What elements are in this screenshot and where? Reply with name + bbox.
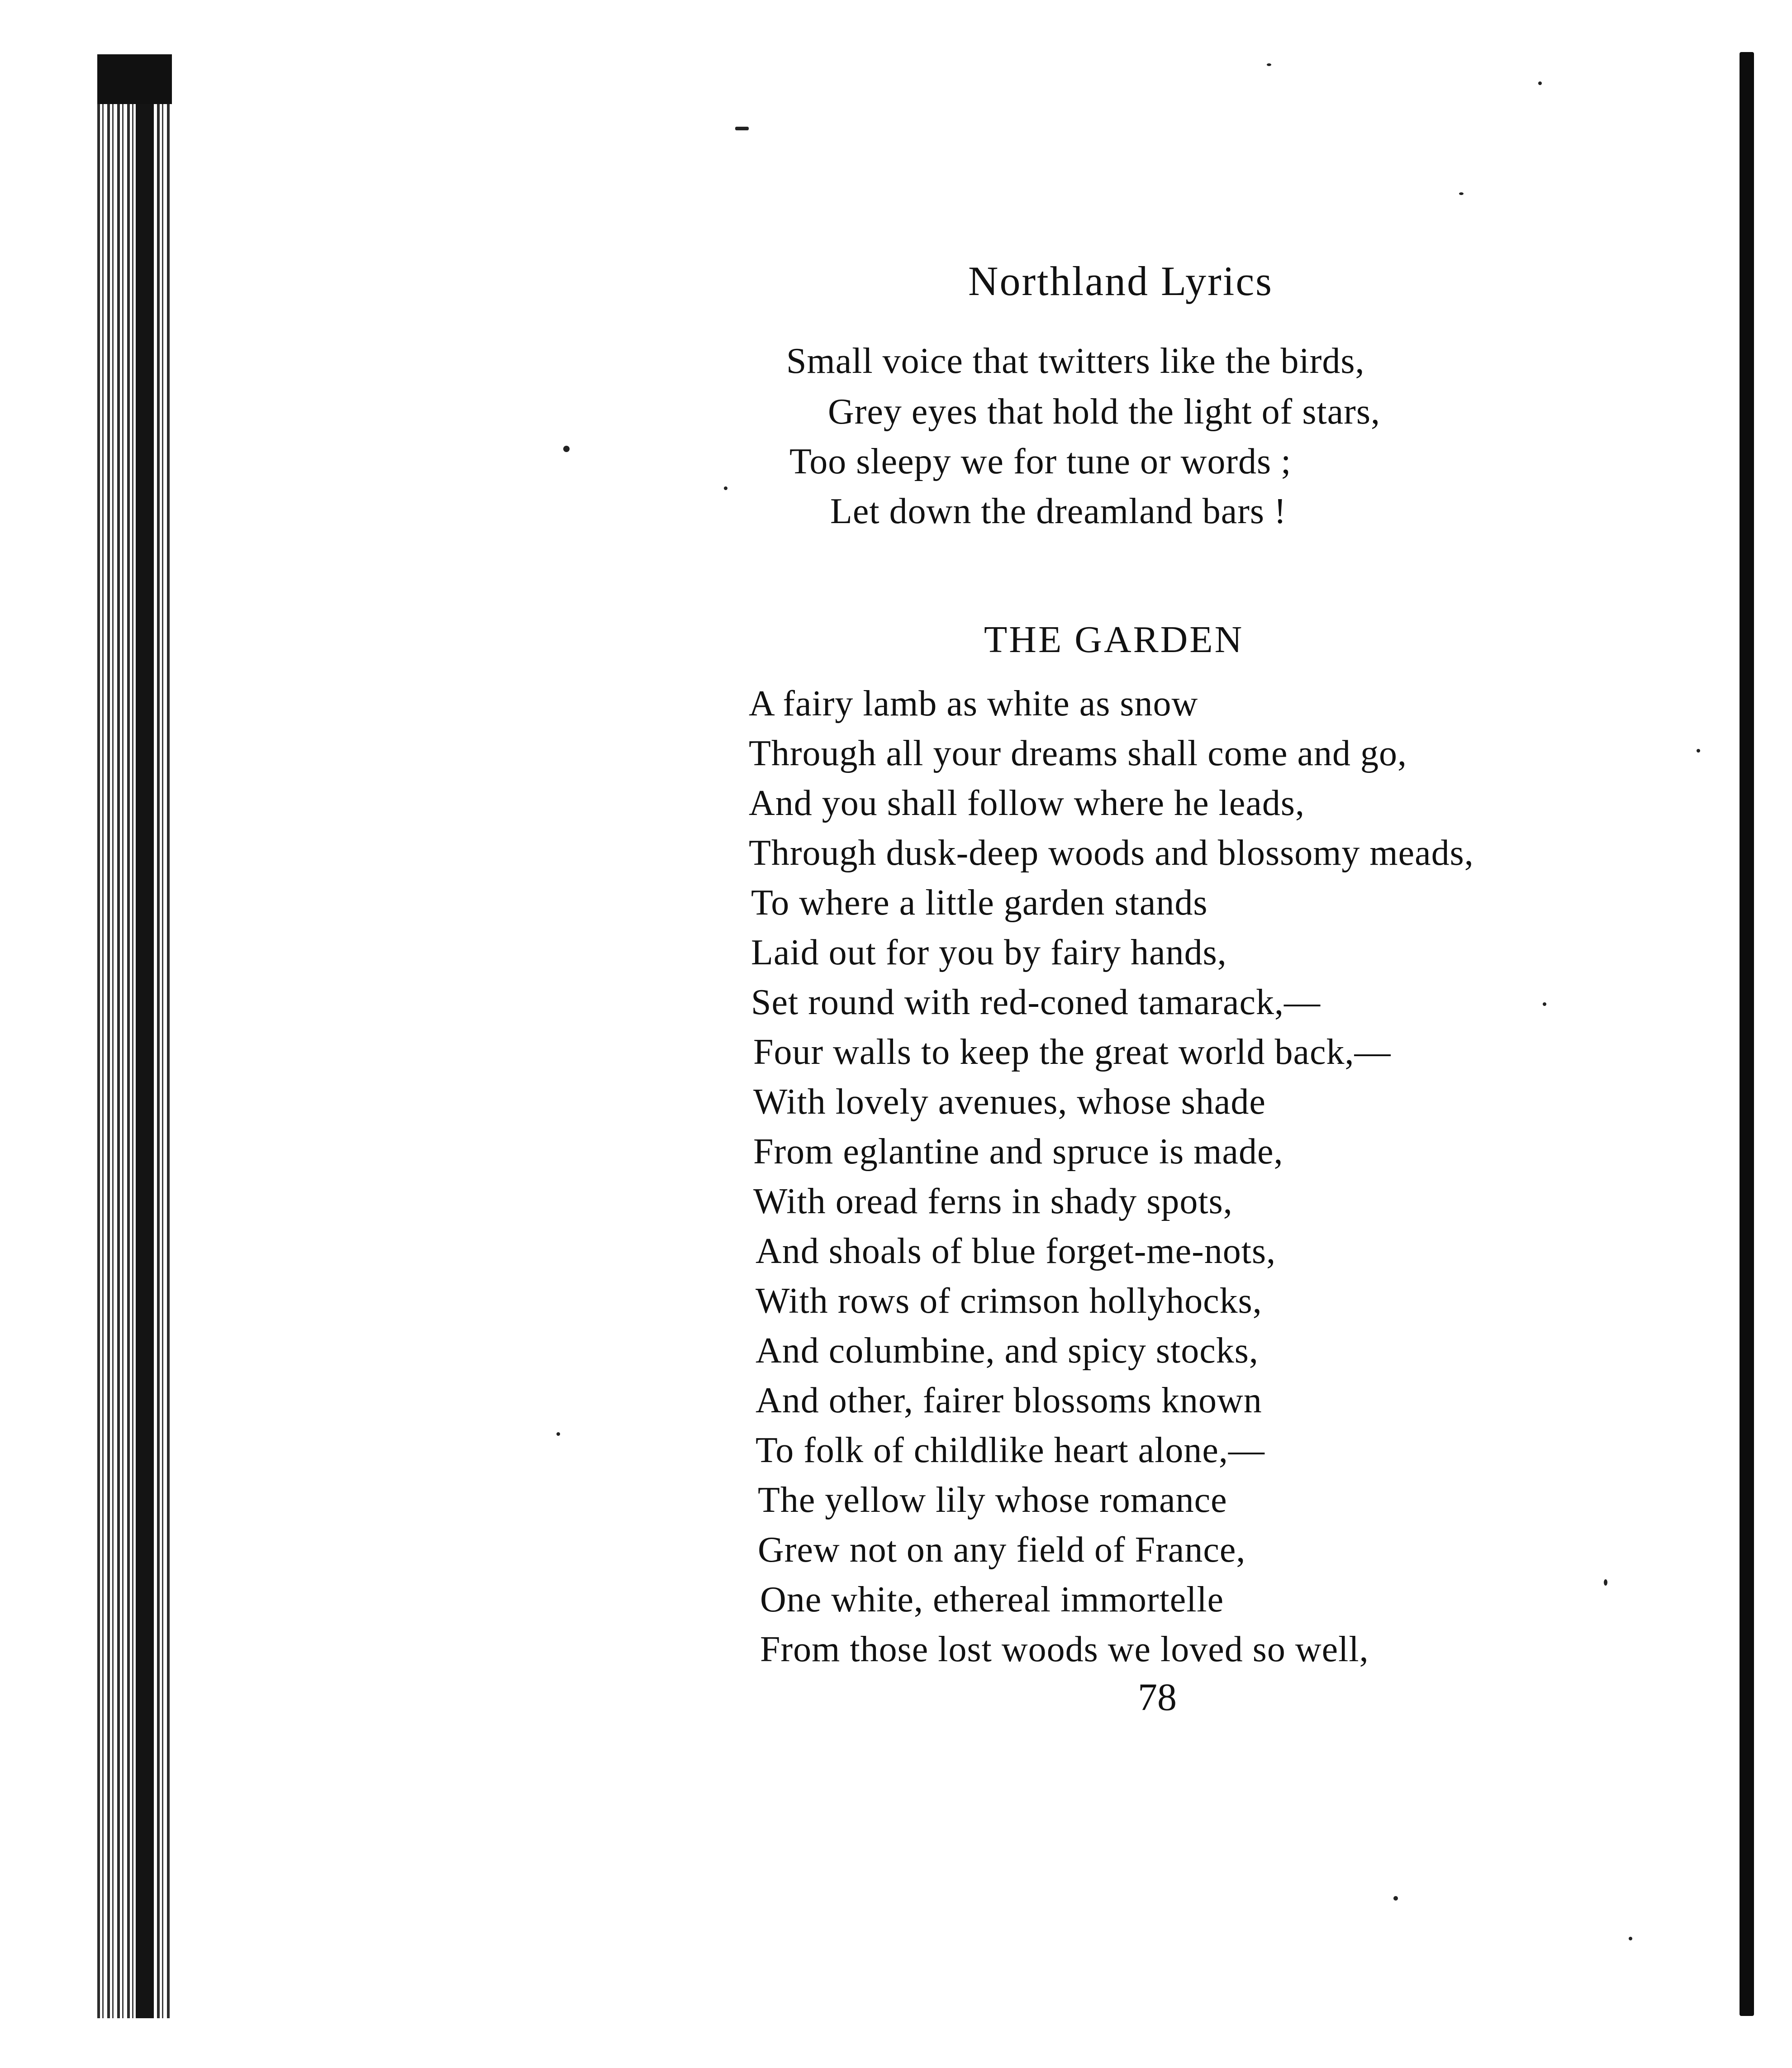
- poem-line: And columbine, and spicy stocks,: [756, 1331, 1259, 1371]
- poem-line: From eglantine and spruce is made,: [753, 1132, 1283, 1172]
- poem-line: Through dusk-deep woods and blossomy meads,: [749, 833, 1474, 873]
- speck: [1697, 749, 1700, 753]
- poem-line: A fairy lamb as white as snow: [749, 684, 1198, 724]
- poem-line: One white, ethereal immortelle: [760, 1580, 1224, 1620]
- poem-line: With lovely avenues, whose shade: [753, 1082, 1266, 1122]
- page-right-edge: [1740, 52, 1754, 2016]
- poem-line: The yellow lily whose romance: [758, 1480, 1227, 1520]
- speck: [556, 1432, 560, 1436]
- poem-line: Set round with red-coned tamarack,—: [751, 982, 1321, 1022]
- poem-line: Grey eyes that hold the light of stars,: [828, 392, 1380, 432]
- speck: [735, 127, 749, 130]
- poem-line: And other, fairer blossoms known: [756, 1381, 1262, 1420]
- speck: [1538, 81, 1542, 85]
- speck: [1393, 1896, 1398, 1901]
- poem-line: Laid out for you by fairy hands,: [751, 933, 1227, 972]
- speck: [724, 486, 727, 490]
- poem-line: Too sleepy we for tune or words ;: [789, 442, 1292, 481]
- speck: [1267, 63, 1271, 66]
- poem-line: With rows of crimson hollyhocks,: [756, 1281, 1262, 1321]
- poem-line: Through all your dreams shall come and go,: [749, 734, 1407, 773]
- poem-line: To where a little garden stands: [751, 883, 1208, 923]
- speck: [1459, 192, 1464, 195]
- poem-line: From those lost woods we loved so well,: [760, 1630, 1369, 1669]
- poem-line: Let down the dreamland bars !: [830, 491, 1287, 531]
- poem-line: Small voice that twitters like the birds,: [786, 341, 1365, 381]
- running-title: Northland Lyrics: [968, 258, 1273, 304]
- poem-line: And you shall follow where he leads,: [749, 783, 1305, 823]
- book-spine-edge: [136, 54, 154, 2018]
- speck: [1629, 1937, 1632, 1940]
- poem-line: Grew not on any field of France,: [758, 1530, 1246, 1570]
- book-spine-top: [97, 54, 172, 104]
- speck: [1543, 1002, 1546, 1006]
- poem-line: To folk of childlike heart alone,—: [756, 1430, 1265, 1470]
- speck: [1604, 1579, 1607, 1586]
- poem-line: With oread ferns in shady spots,: [753, 1182, 1233, 1221]
- book-spine-shadow: [97, 54, 170, 2018]
- page-number: 78: [1138, 1675, 1177, 1719]
- poem-line: And shoals of blue forget-me-nots,: [756, 1231, 1276, 1271]
- speck: [563, 446, 570, 452]
- poem-title: THE GARDEN: [984, 619, 1244, 661]
- poem-line: Four walls to keep the great world back,—: [753, 1032, 1391, 1072]
